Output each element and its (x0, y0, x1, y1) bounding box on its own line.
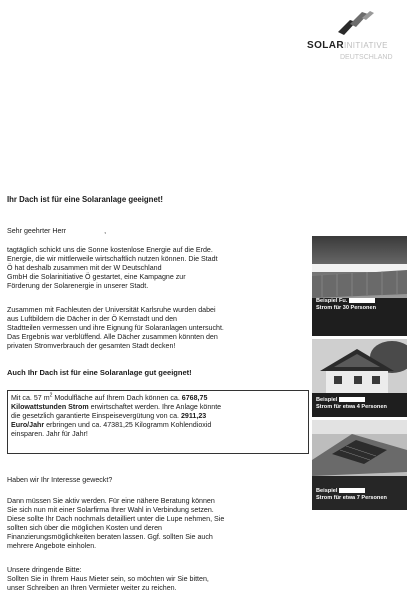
paragraph-line: tagtäglich schickt uns die Sonne kostenlose Energie auf die Erde. (7, 246, 213, 254)
salutation-text: Sehr geehrter Herr (7, 227, 67, 235)
paragraph-line: privaten Stromverbrauch der gesamten Stadt decken! (7, 341, 176, 350)
photo-caption (316, 397, 387, 410)
box-line (11, 394, 305, 403)
box-line (11, 412, 305, 421)
paragraph-next-steps (7, 497, 307, 550)
brand-name (307, 40, 388, 51)
photo-caption-line: Beispiel (316, 397, 338, 403)
box-text: Mit ca. 57 m (11, 394, 50, 402)
box-euro-label: Euro/Jahr (11, 420, 45, 429)
box-kwh-value: 6768,75 (181, 394, 208, 402)
yield-info-box (7, 390, 309, 454)
photo-caption-line: Beispiel Fu. (316, 298, 348, 304)
paragraph-line: Förderung der Solarenergie in unserer Stadt. (7, 281, 149, 290)
paragraph-line: Zusammen mit Fachleuten der Universität Karlsruhe wurden dabei (7, 306, 216, 314)
paragraph-interest (7, 476, 307, 485)
paragraph-line: Sollten Sie in Ihrem Haus Mieter sein, so möchten wir Sie bitten, (7, 574, 209, 583)
box-superscript: 2 (49, 392, 53, 399)
paragraph-line: Stadtteilen vermessen und ihre Eignung für Solaranlagen untersucht. (7, 323, 224, 332)
box-kwh-label: Kilowattstunden Strom (11, 402, 89, 411)
box-text: Modulfläche auf Ihrem Dach können ca. (52, 394, 182, 402)
box-text: die gesetzlich garantierte Einspeisevergütung von ca. (11, 411, 181, 420)
photo-caption (316, 298, 376, 311)
paragraph-line: Ö hat deshalb zusammen mit der W Deutschland (7, 263, 162, 272)
box-line: einsparen. Jahr für Jahr! (11, 429, 88, 438)
brand-name-strong: SOLAR (307, 40, 344, 51)
box-text: erbringen und ca. 47381,25 Kilogramm Kohlendioxid (44, 420, 212, 429)
sub-headline: Auch Ihr Dach ist für eine Solaranlage gut geeignet! (7, 368, 192, 377)
paragraph-line: Unsere dringende Bitte: (7, 566, 82, 574)
photo-caption (316, 488, 387, 501)
salutation (7, 227, 106, 236)
solar-panels-logo-icon (336, 10, 376, 36)
brand-name-faded: INITIATIVE (344, 41, 388, 50)
box-text: erwirtschaftet werden. Ihre Anlage könnte (88, 402, 222, 411)
paragraph-line: Haben wir Ihr Interesse geweckt? (7, 476, 113, 484)
paragraph-request (7, 566, 307, 593)
paragraph-survey (7, 306, 307, 351)
photo-caption-line: Strom für etwa 4 Personen (316, 403, 387, 410)
paragraph-line: Diese sollte Ihr Dach nochmals detailliert unter die Lupe nehmen, Sie (7, 514, 225, 523)
paragraph-line: Finanzierungsmöglichkeiten beraten lassen. Ggf. sollten Sie auch (7, 532, 213, 541)
paragraph-line: Dann müssen Sie aktiv werden. Für eine nähere Beratung können (7, 497, 215, 505)
photo-caption-line: Strom für etwa 7 Personen (316, 494, 387, 501)
box-euro-value: 2911,23 (180, 411, 207, 420)
photo-caption-line: Strom für 30 Personen (316, 304, 376, 311)
roof-photo-image (312, 236, 407, 336)
paragraph-line: mehrere Angebote einholen. (7, 541, 97, 550)
example-photo-house-4 (312, 339, 407, 417)
example-photo-large-roof (312, 236, 407, 336)
brand-subline: DEUTSCHLAND (340, 54, 393, 61)
paragraph-line: sollten sich über die möglichen Kosten und deren (7, 523, 162, 532)
paragraph-line: Das Ergebnis war verblüffend. Alle Dächer zusammen könnten den (7, 332, 218, 341)
box-line (11, 403, 305, 412)
salutation-suffix: , (104, 227, 107, 235)
example-photo-house-7 (312, 420, 407, 510)
box-line (11, 421, 305, 430)
paragraph-line: GmbH die Solarinitiative Ö gestartet, eine Kampagne zur (7, 272, 186, 281)
paragraph-line: Sie sich nun mit einer Solarfirma Ihrer Wahl in Verbindung setzen. (7, 505, 214, 514)
paragraph-line: aus Luftbildern die Dächer in der Ö Kernstadt und den (7, 314, 177, 323)
paragraph-line: Energie, die wir mittlerweile wirtschaftlich nutzen können. Die Stadt (7, 254, 218, 263)
letter-headline: Ihr Dach ist für eine Solaranlage geeignet! (7, 195, 163, 204)
paragraph-intro (7, 246, 307, 291)
photo-caption-line: Beispiel (316, 488, 338, 494)
paragraph-line: unser Schreiben an Ihren Vermieter weiter zu reichen. (7, 583, 177, 592)
